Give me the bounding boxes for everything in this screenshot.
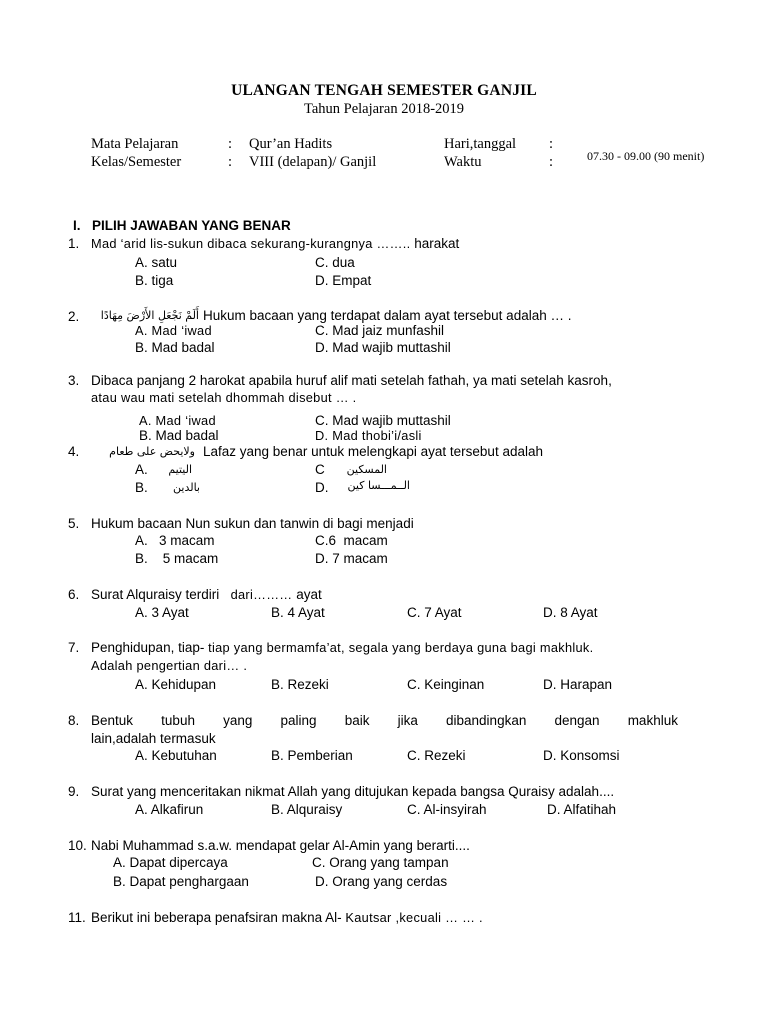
q7-line1-b: tiap yang bermamfa’at, segala yang berdaya guna bagi makhluk. (208, 640, 594, 655)
q1-text-b: harakat (414, 236, 460, 251)
q8-number: 8. (68, 713, 80, 728)
q6-option-b[interactable]: B. 4 Ayat (271, 605, 325, 620)
q8-word: tubuh (161, 713, 195, 728)
q7-option-b[interactable]: B. Rezeki (271, 677, 329, 692)
q8-word: dengan (554, 713, 600, 728)
q3-line2: atau wau mati setelah dhommah disebut … . (91, 390, 357, 405)
q7-option-c[interactable]: C. Keinginan (407, 677, 485, 692)
class-label: Kelas/Semester (91, 154, 182, 170)
q8-word: makhluk (627, 713, 678, 728)
q8-option-c[interactable]: C. Rezeki (407, 748, 466, 763)
q2-option-b[interactable]: B. Mad badal (135, 340, 215, 355)
q6-number: 6. (68, 587, 80, 602)
q1-option-d[interactable]: D. Empat (315, 273, 372, 288)
q7-option-a[interactable]: A. Kehidupan (135, 677, 217, 692)
date-label: Hari,tanggal (444, 136, 517, 152)
q8-line1 (91, 713, 678, 728)
q3-option-a[interactable] (139, 413, 216, 428)
q4-option-c-arabic: المسكين (346, 463, 387, 476)
q2-option-a[interactable] (135, 323, 212, 338)
q11-number: 11. (68, 910, 86, 925)
q4-text: Lafaz yang benar untuk melengkapi ayat tersebut adalah (203, 444, 543, 459)
q3-option-c[interactable]: C. Mad wajib muttashil (315, 413, 451, 428)
q6-option-c[interactable]: C. 7 Ayat (407, 605, 462, 620)
q10-text: Nabi Muhammad s.a.w. mendapat gelar Al-Amin yang berarti.... (91, 838, 470, 853)
q5-text: Hukum bacaan Nun sukun dan tanwin di bagi menjadi (91, 516, 414, 531)
subject-label: Mata Pelajaran (91, 136, 179, 152)
q8-word: yang (223, 713, 253, 728)
q8-word: Bentuk (91, 713, 134, 728)
q4-option-a-label[interactable]: A. (135, 462, 148, 477)
q1-text (91, 236, 459, 251)
q10-option-a[interactable]: A. Dapat dipercaya (113, 855, 228, 870)
class-colon: : (228, 154, 233, 170)
q8-line2: lain,adalah termasuk (91, 731, 216, 746)
q6-option-a[interactable]: A. 3 Ayat (135, 605, 189, 620)
q1-text-a: Mad ‘arid lis-sukun dibaca sekurang-kurangnya …….. (91, 236, 411, 251)
q2-option-d[interactable]: D. Mad wajib muttashil (315, 340, 451, 355)
q8-option-b[interactable]: B. Pemberian (271, 748, 353, 763)
date-colon: : (549, 136, 554, 152)
q2-option-a-label: A. Mad ‘iwad (135, 323, 212, 338)
q9-option-c[interactable]: C. Al-insyirah (407, 802, 487, 817)
q8-word: paling (280, 713, 317, 728)
q4-option-d-label[interactable]: D. (315, 480, 329, 495)
q6-text-a: Surat Alquraisy terdiri (91, 587, 220, 602)
subject-value: Qur’an Hadits (249, 136, 333, 152)
q2-number: 2. (68, 309, 80, 324)
q11-text-b: Kautsar ,kecuali … … . (345, 910, 483, 925)
q9-option-d[interactable]: D. Alfatihah (547, 802, 617, 817)
q7-number: 7. (68, 640, 80, 655)
q5-number: 5. (68, 516, 80, 531)
q2-arabic-verse: أَلَمْ نَجْعَلِ الأَرْضَ مِهَادًا (100, 309, 199, 322)
q5-option-b[interactable]: B. 5 macam (135, 551, 219, 566)
q10-option-c[interactable]: C. Orang yang tampan (312, 855, 449, 870)
q4-option-c-label[interactable]: C (315, 462, 325, 477)
q8-word: jika (397, 713, 418, 728)
q3-option-d-label: D. Mad thobi’i/asli (315, 428, 422, 443)
q6-text (91, 587, 322, 602)
class-value: VIII (delapan)/ Ganjil (249, 154, 377, 170)
q4-option-d-arabic: الــمـــسا كين (347, 479, 410, 492)
q3-line1: Dibaca panjang 2 harokat apabila huruf alif mati setelah fathah, ya mati setelah kasroh, (91, 373, 612, 388)
q4-option-b-arabic: بالدين (173, 481, 200, 494)
q7-line1 (91, 640, 593, 655)
q10-option-b[interactable]: B. Dapat penghargaan (113, 874, 249, 889)
q3-option-a-label: A. Mad ‘iwad (139, 413, 216, 428)
q5-option-d[interactable]: D. 7 macam (315, 551, 388, 566)
q5-option-c[interactable]: C.6 macam (315, 533, 388, 548)
section-title: PILIH JAWABAN YANG BENAR (92, 218, 291, 233)
q11-text (91, 910, 483, 925)
q2-text: Hukum bacaan yang terdapat dalam ayat tersebut adalah … . (203, 308, 572, 323)
q9-option-a[interactable]: A. Alkafirun (135, 802, 204, 817)
q3-number: 3. (68, 373, 80, 388)
q4-number: 4. (68, 444, 80, 459)
time-value: 07.30 - 09.00 (90 menit) (587, 149, 705, 163)
q7-line1-a: Penghidupan, tiap- (91, 640, 205, 655)
q10-number: 10. (68, 838, 87, 853)
time-label: Waktu (444, 154, 482, 170)
q7-option-d[interactable]: D. Harapan (543, 677, 613, 692)
subject-colon: : (228, 136, 233, 152)
q4-option-b-label[interactable]: B. (135, 480, 148, 495)
q1-option-c[interactable]: C. dua (315, 255, 355, 270)
q9-text: Surat yang menceritakan nikmat Allah yang ditujukan kepada bangsa Quraisy adalah.... (91, 784, 615, 799)
q8-option-a[interactable]: A. Kebutuhan (135, 748, 217, 763)
q4-arabic-verse: ولايحض على طعام (109, 445, 195, 458)
q1-number: 1. (68, 236, 80, 251)
q3-option-d[interactable] (315, 428, 422, 443)
q3-option-b[interactable]: B. Mad badal (139, 428, 219, 443)
q7-line2: Adalah pengertian dari… . (91, 658, 248, 673)
q6-option-d[interactable]: D. 8 Ayat (543, 605, 598, 620)
q8-word: baik (344, 713, 370, 728)
academic-year: Tahun Pelajaran 2018-2019 (303, 101, 465, 117)
q9-option-b[interactable]: B. Alquraisy (271, 802, 343, 817)
time-colon: : (549, 154, 554, 170)
q2-option-c[interactable]: C. Mad jaiz munfashil (315, 323, 445, 338)
q4-option-a-arabic: اليتيم (168, 463, 192, 476)
q1-option-a[interactable]: A. satu (135, 255, 178, 270)
q8-word: dibandingkan (446, 713, 527, 728)
q5-option-a[interactable]: A. 3 macam (135, 533, 215, 548)
q11-text-a: Berikut ini beberapa penafsiran makna Al- (91, 910, 342, 925)
section-number: I. (73, 218, 81, 233)
exam-title: ULANGAN TENGAH SEMESTER GANJIL (231, 82, 537, 99)
q1-option-b[interactable]: B. tiga (135, 273, 174, 288)
q9-number: 9. (68, 784, 80, 799)
q8-option-d[interactable]: D. Konsomsi (543, 748, 620, 763)
q6-text-b: dari……… (230, 587, 293, 602)
q10-option-d[interactable]: D. Orang yang cerdas (315, 874, 448, 889)
q6-text-c: ayat (296, 587, 322, 602)
